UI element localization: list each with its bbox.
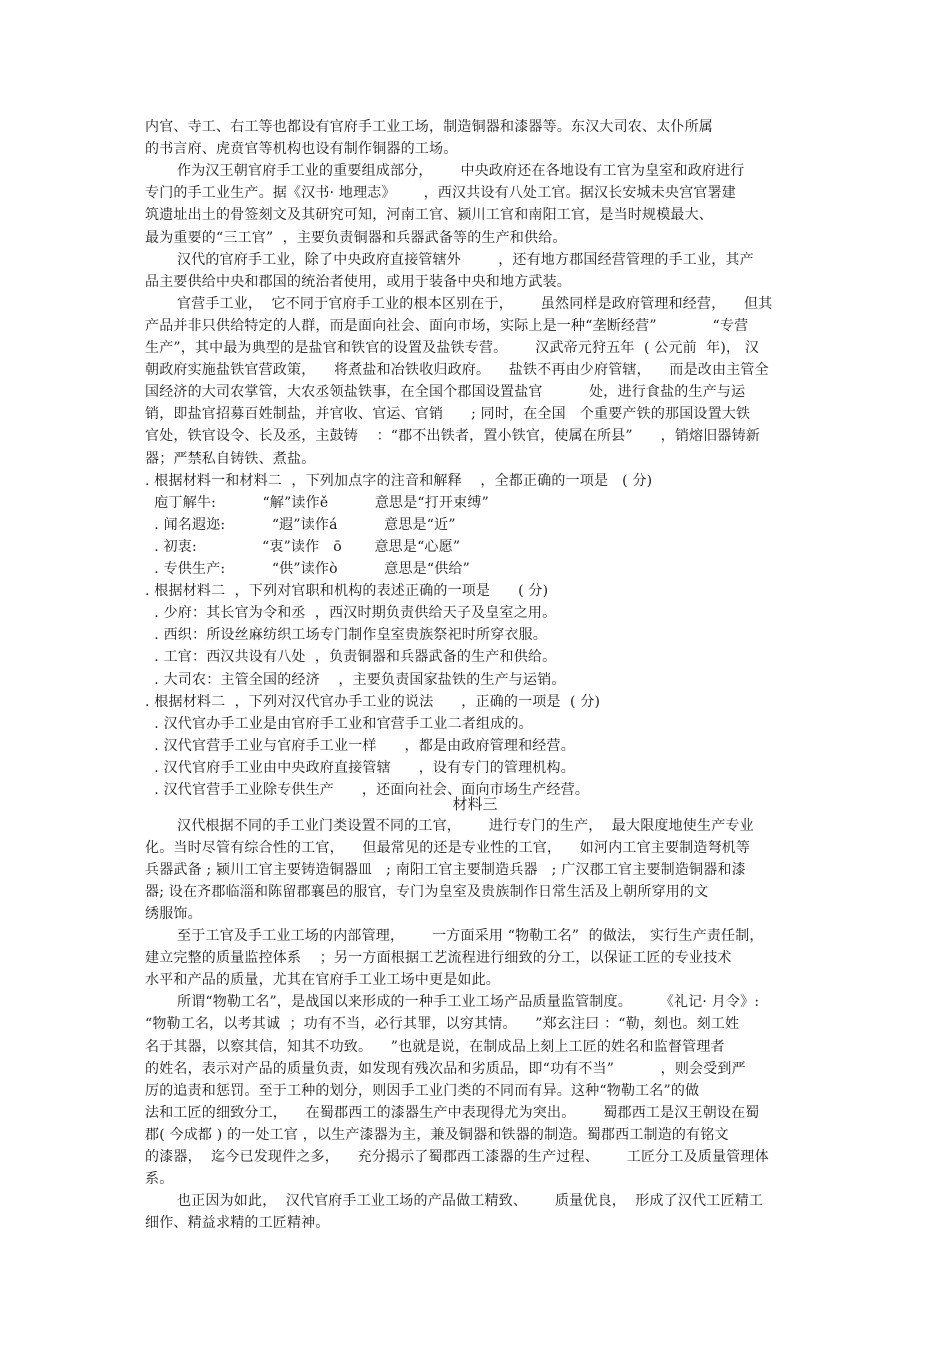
text-line: 的漆器， 迄今已发现件之多， 充分揭示了蜀郡西工漆器的生产过程、 工匠分工及质量管理体	[145, 1148, 769, 1165]
text-line: 最为重要的“三工官” ，主要负责铜器和兵器武备等的生产和供给。	[145, 229, 567, 246]
text-line: . 少府：其长官为令和丞 ，西汉时期负责供给天子及皇室之用。	[145, 605, 557, 622]
text-line: . 西织：所设丝麻纺织工场专门制作皇室贵族祭祀时所穿衣服。	[145, 627, 547, 644]
text-line: . 根据材料二 ，下列对汉代官办手工业的说法 ，正确的一项是 ( 分)	[145, 693, 601, 710]
text-line: . 大司农：主管全国的经济 ，主要负责国家盐铁的生产与运销。	[145, 671, 566, 688]
text-line: . 汉代官营手工业与官府手工业一样 ，都是由政府管理和经营。	[145, 737, 575, 754]
text-line: 系。	[145, 1170, 174, 1187]
text-line: . 专供生产: “供”读作ò 意思是“供给”	[145, 561, 470, 577]
text-line: 产品并非只供给特定的人群，而是面向社会、面向市场，实际上是一种“垄断经营” “专营	[145, 317, 749, 334]
text-line: 器; 设在齐郡临淄和陈留郡襄邑的服官，专门为皇室及贵族制作日常生活及上朝所穿用的文	[145, 884, 709, 901]
text-line: 汉代的官府手工业，除了中央政府直接管辖外 ，还有地方郡国经营管理的手工业，其产	[177, 251, 754, 268]
text-line: 细作、精益求精的工匠精神。	[145, 1214, 330, 1231]
text-line: 也正因为如此， 汉代官府手工业工场的产品做工精致、 质量优良， 形成了汉代工匠精工	[177, 1192, 764, 1209]
text-line: 庖丁解牛: “解”读作ě 意思是“打开束缚”	[145, 494, 489, 511]
text-line: . 工官：西汉共设有八处 ，负责铜器和兵器武备的生产和供给。	[145, 649, 557, 666]
text-line: 官营手工业， 它不同于官府手工业的根本区别在于， 虽然同样是政府管理和经营， 但其	[177, 295, 773, 312]
text-line: . 汉代官办手工业是由官府手工业和官营手工业二者组成的。	[145, 715, 533, 732]
text-line: . 根据材料二 ，下列对官职和机构的表述正确的一项是 ( 分)	[145, 583, 549, 600]
text-line: 所谓“物勒工名”，是战国以来形成的一种手工业工场产品质量监管制度。 《礼记· 月令》:	[177, 994, 760, 1011]
text-line: 生产”，其中最为典型的是盐官和铁官的设置及盐铁专营。 汉武帝元狩五年 ( 公元前 年)， 汉	[145, 340, 760, 356]
text-line: 兵器武备 ; 颍川工官主要铸造铜器皿 ; 南阳工官主要制造兵器 ; 广汉郡工官主要制造铜器和漆	[145, 862, 746, 879]
text-line: 法和工匠的细致分工， 在蜀郡西工的漆器生产中表现得尤为突出。 蜀郡西工是汉王朝设在蜀	[145, 1104, 760, 1121]
text-line: 的姓名，表示对产品的质量负责，如发现有残次品和劣质品，即“功有不当” ，则会受到严	[145, 1060, 746, 1077]
text-line: 至于工官及手工业工场的内部管理， 一方面采用 “物勒工名” 的做法， 实行生产责任制，	[177, 928, 764, 945]
text-line: 名于其器，以察其信，知其不功致。 ”也就是说，在制成品上刻上工匠的姓名和监督管理者	[145, 1038, 725, 1055]
text-line: 器；严禁私自铸铁、煮盐。	[145, 450, 316, 467]
text-line: 建立完整的质量监控体系 ；另一方面根据工艺流程进行细致的分工，以保证工匠的专业技术	[145, 950, 732, 967]
text-line: . 闻名遐迩: “遐”读作á 意思是“近”	[145, 516, 456, 533]
text-line: . 汉代官府手工业由中央政府直接管辖 ，设有专门的管理机构。	[145, 759, 575, 776]
text-line: 厉的追责和惩罚。至于工种的划分，则因手工业门类的不同而有异。这种“物勒工名”的做	[145, 1082, 700, 1099]
text-line: 朝政府实施盐铁官营政策， 将煮盐和冶铁收归政府。 盐铁不再由少府管辖， 而是改由主管全	[145, 362, 769, 379]
text-line: 绣服饰。	[145, 906, 202, 923]
text-line: 的书言府、虎贲官等机构也设有制作铜器的工场。	[145, 141, 458, 158]
text-line: 化。当时尽管有综合性的工官， 但最常见的还是专业性的工官， 如河内工官主要制造弩机等	[145, 840, 751, 857]
text-line: 品主要供给中央和郡国的统治者使用，或用于装备中央和地方武装。	[145, 273, 571, 290]
text-line: . 初衷: “衷”读作 ō 意思是“心愿”	[145, 538, 461, 555]
text-line: 官处，铁官设令、长及丞，主鼓铸 ：“郡不出铁者，置小铁官，使属在所县” ，销熔旧器铸新	[145, 428, 761, 445]
text-line: 作为汉王朝官府手工业的重要组成部分， 中央政府还在各地设有工官为皇室和政府进行	[177, 163, 745, 180]
text-line: 销，即盐官招募百姓制盐，并官收、官运、官销 ; 同时，在全国 个重要产铁的那国设置大铁	[145, 406, 751, 423]
text-line: 国经济的大司农掌管，大农丞领盐铁事，在全国个郡国设置盐官 处，进行食盐的生产与运	[145, 384, 746, 401]
text-line: “物勒工名，以考其诚 ；功有不当，必行其罪，以穷其情。 ”郑玄注曰 ：“勒，刻也。刻工姓	[145, 1016, 740, 1033]
text-line: 专门的手工业生产。据《汉书· 地理志》 ，西汉共设有八处工官。据汉长安城未央宫官署建	[145, 185, 736, 202]
text-line: 郡( 今成都 ) 的一处工官 ，以生产漆器为主，兼及铜器和铁器的制造。蜀郡西工制造的有铭文	[145, 1126, 729, 1143]
text-line: 汉代根据不同的手工业门类设置不同的工官， 进行专门的生产， 最大限度地使生产专业	[177, 818, 754, 834]
text-line: . 汉代官营手工业除专供生产 ，还面向社会、面向市场生产经营。	[145, 782, 590, 798]
section-heading-material-three: 材料三	[452, 795, 498, 813]
text-line: 水平和产品的质量，尤其在官府手工业工场中更是如此。	[145, 972, 500, 989]
text-line: . 根据材料一和材料二 ，下列加点字的注音和解释 ，全都正确的一项是 ( 分)	[145, 472, 653, 489]
text-line: 内官、寺工、右工等也都设有官府手工业工场，制造铜器和漆器等。东汉大司农、太仆所属	[145, 119, 713, 135]
text-line: 筑遗址出土的骨签刻文及其研究可知，河南工官、颍川工官和南阳工官，是当时规模最大、	[145, 207, 713, 224]
